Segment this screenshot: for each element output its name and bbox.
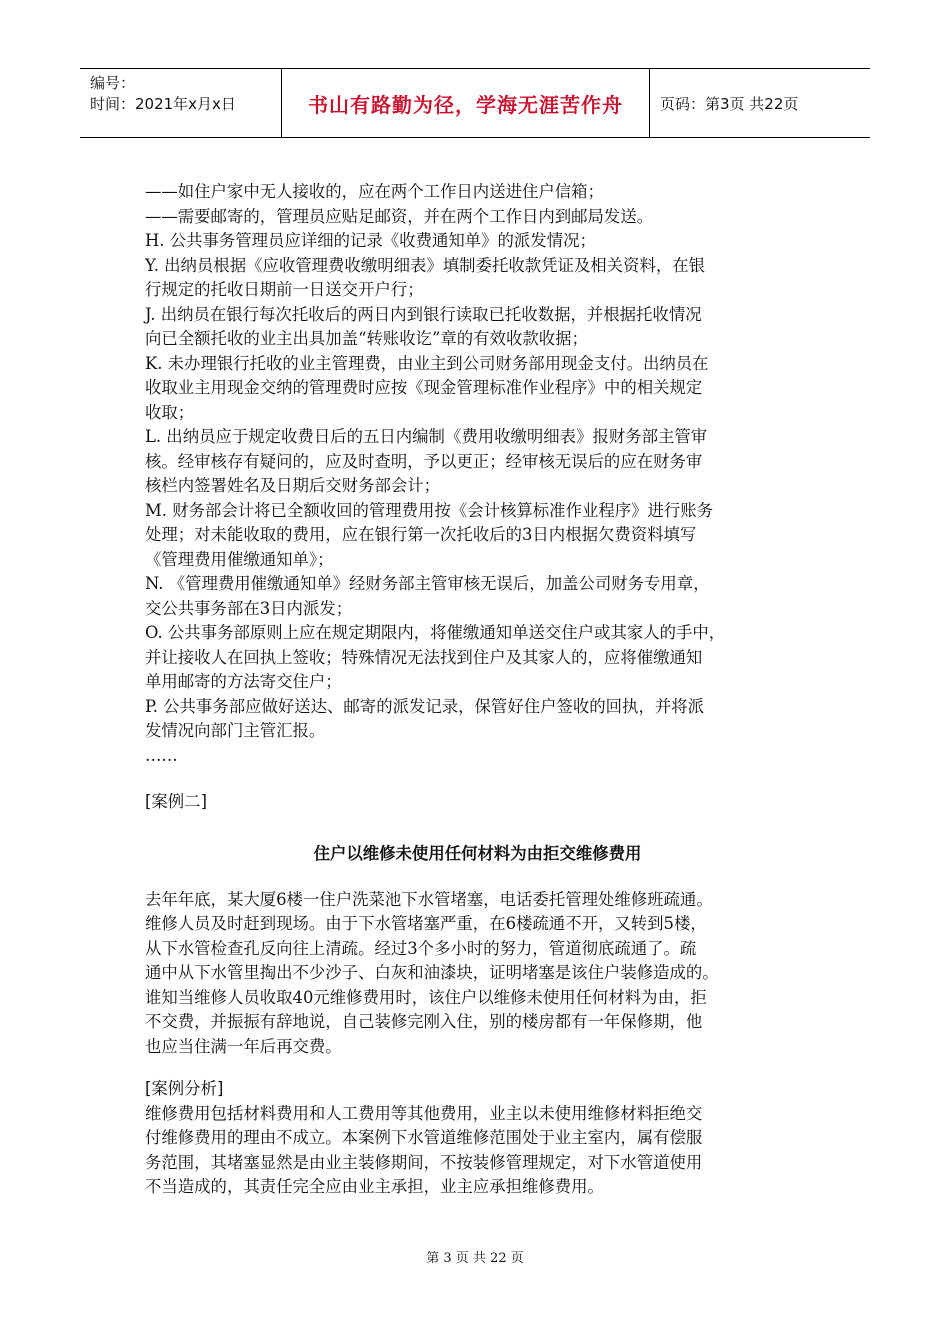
text-line: 务范围，其堵塞显然是由业主装修期间，不按装修管理规定，对下水管道使用 bbox=[145, 1152, 703, 1172]
text-line: 不当造成的，其责任完全应由业主承担，业主应承担维修费用。 bbox=[145, 1177, 604, 1196]
text-line: 从下水管检查孔反向往上清疏。经过3个多小时的努力，管道彻底疏通了。疏 bbox=[145, 938, 697, 958]
header-motto: 书山有路勤为径，学海无涯苦作舟 bbox=[282, 69, 650, 137]
text-line: 收取； bbox=[145, 402, 195, 422]
text-line: 核栏内签署姓名及日期后交财务部会计； bbox=[145, 476, 441, 495]
text-line: 处理；对未能收取的费用，应在银行第一次托收后的3日内根据欠费资料填写 bbox=[145, 525, 697, 544]
text-line: 也应当住满一年后再交费。 bbox=[145, 1036, 342, 1056]
text-line: N. 《管理费用催缴通知单》经财务部主管审核无误后，加盖公司财务专用章， bbox=[145, 574, 710, 593]
document-date-label: 时间：2021年x月x日 bbox=[90, 95, 236, 113]
text-line: L. 出纳员应于规定收费日后的五日内编制《费用收缴明细表》报财务部主管审 bbox=[145, 427, 708, 446]
analysis-paragraph bbox=[145, 1102, 810, 1200]
text-line: 付维修费用的理由不成立。本案例下水管道维修范围处于业主室内，属有偿服 bbox=[145, 1128, 703, 1147]
text-line: 行规定的托收日期前一日送交开户行； bbox=[145, 280, 424, 299]
text-line: ——如住户家中无人接收的，应在两个工作日内送进住户信箱； bbox=[145, 182, 604, 201]
case-title: 住户以维修未使用任何材料为由拒交维修费用 bbox=[313, 843, 642, 863]
text-line: J. 出纳员在银行每次托收后的两日内到银行读取已托收数据，并根据托收情况 bbox=[145, 304, 702, 324]
page-footer: 第 3 页 共 22 页 bbox=[426, 1251, 524, 1266]
case-heading: [案例二] bbox=[145, 792, 207, 811]
text-line: O. 公共事务部原则上应在规定期限内，将催缴通知单送交住户或其家人的手中， bbox=[145, 623, 726, 642]
header-page-code: 页码：第3页 共22页 bbox=[660, 94, 799, 113]
case-paragraph bbox=[145, 888, 810, 1060]
text-line: 维修费用包括材料费用和人工费用等其他费用，业主以未使用维修材料拒绝交 bbox=[145, 1103, 703, 1123]
analysis-heading: [案例分析] bbox=[145, 1079, 224, 1098]
text-line: 不交费，并振振有辞地说，自己装修完刚入住，别的楼房都有一年保修期，他 bbox=[145, 1012, 703, 1031]
text-line: 去年年底，某大厦6楼一住户洗菜池下水管堵塞，电话委托管理处维修班疏通。 bbox=[145, 889, 713, 909]
text-line: 并让接收人在回执上签收；特殊情况无法找到住户及其家人的，应将催缴通知 bbox=[145, 647, 703, 667]
document-body bbox=[145, 180, 810, 1200]
text-line: M. 财务部会计将已全额收回的管理费用按《会计核算标准作业程序》进行账务 bbox=[145, 500, 714, 520]
text-line: 向已全额托收的业主出具加盖“转账收讫”章的有效收款收据； bbox=[145, 329, 588, 348]
text-line: 交公共事务部在3日内派发； bbox=[145, 598, 353, 618]
text-line: 通中从下水管里掏出不少沙子、白灰和油漆块，证明堵塞是该住户装修造成的。 bbox=[145, 963, 719, 982]
text-line: 《管理费用催缴通知单》； bbox=[145, 549, 334, 569]
text-line: Y. 出纳员根据《应收管理费收缴明细表》填制委托收款凭证及相关资料，在银 bbox=[145, 255, 706, 275]
text-line: 维修人员及时赶到现场。由于下水管堵塞严重，在6楼疏通不开，又转到5楼， bbox=[145, 914, 707, 933]
text-line: 收取业主用现金交纳的管理费时应按《现金管理标准作业程序》中的相关规定 bbox=[145, 378, 703, 397]
text-line: 核。经审核存有疑问的，应及时查明，予以更正；经审核无误后的应在财务审 bbox=[145, 451, 703, 471]
text-line: K. 未办理银行托收的业主管理费，由业主到公司财务部用现金支付。出纳员在 bbox=[145, 353, 709, 373]
text-line: ——需要邮寄的，管理员应贴足邮资，并在两个工作日内到邮局发送。 bbox=[145, 206, 654, 226]
header-meta bbox=[80, 69, 282, 137]
text-line: …… bbox=[145, 745, 178, 765]
text-line: H. 公共事务管理员应详细的记录《收费通知单》的派发情况； bbox=[145, 231, 596, 250]
text-line: 发情况向部门主管汇报。 bbox=[145, 721, 326, 740]
text-line: 谁知当维修人员收取40元维修费用时，该住户以维修未使用任何材料为由，拒 bbox=[145, 987, 707, 1007]
text-line: P. 公共事务部应做好送达、邮寄的派发记录，保管好住户签收的回执，并将派 bbox=[145, 696, 705, 716]
document-number-label: 编号： bbox=[90, 74, 136, 92]
text-line: 单用邮寄的方法寄交住户； bbox=[145, 672, 342, 691]
procedure-list bbox=[145, 180, 810, 768]
page-header bbox=[80, 68, 870, 138]
